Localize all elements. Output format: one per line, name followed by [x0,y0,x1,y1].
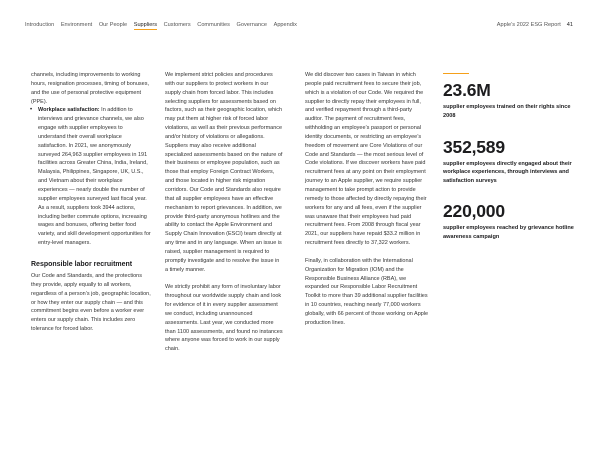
section-paragraph: Our Code and Standards, and the protections they provide, apply equally to all workers, regardless of a person’s job, geographic location, or how they enter our supply chain — and this commitment begins even before a worker ever enters our supply chain. This includes zero tolerance for forced labor. [31,273,151,333]
accent-rule [443,73,469,74]
bullet-title: Workplace satisfaction: [38,107,100,114]
nav-customers[interactable]: Customers [163,22,191,28]
nav-appendix[interactable]: Appendix [273,22,297,28]
nav-governance[interactable]: Governance [236,22,267,28]
stat-value: 23.6M [443,80,491,101]
stat-trained [443,81,583,120]
nav-suppliers[interactable]: Suppliers [133,22,158,28]
paragraph: We strictly prohibit any form of involuntary labor throughout our worldwide supply chain and look for evidence of it in every supplier assessment we conduct, including unannounced assessments. Last year, we conducted more than 1100 assessments, and found no instances where anyone was forced to work in our supply chain. [165,284,283,353]
stat-label: supplier employees directly engaged about their workplace experiences, through interviews and satisfaction surveys [443,160,572,184]
stat-value: 220,000 [443,201,505,222]
nav-environment[interactable]: Environment [60,22,93,28]
paragraph: Finally, in collaboration with the International Organization for Migration (IOM) and the Responsible Business Alliance (RBA), we expanded our Responsible Labor Recruitment Toolkit to more than 39 additional supplier facilities in 10 countries, reaching nearly 77,000 workers globally, with 66 percent of those working on Apple production lines. [305,257,429,326]
nav-communities[interactable]: Communities [197,22,230,28]
column-1 [31,71,151,248]
stat-engaged [443,138,583,186]
bullet-workplace-satisfaction [31,106,151,248]
stat-value: 352,589 [443,136,505,157]
paragraph: We did discover two cases in Taiwan in which people paid recruitment fees to secure their job, which is a violation of our Code. We required the supplier to directly repay their employees in full, and verified repayment through a third-party auditor. The payment of recruitment fees, withholding an employee’s passport or personal identity documents, or restricting an employee’s freedom of movement are Core Violations of our Code and Standards — the most serious level of Code violations. If we discover workers have paid recruitment fees at any point on their employment journey to an Apple supplier, we require supplier management to take prompt action to provide remedy to those affected by directly repaying their workers for any and all fees, even if the supplier was unaware that their employees had paid recruitment fees. From 2008 through fiscal year 2021, our suppliers have repaid $33.2 million in recruitment fees directly to 37,322 workers. [305,72,427,247]
column-3 [305,71,429,328]
nav-our-people[interactable]: Our People [98,22,128,28]
page-number: 41 [566,22,573,28]
bullet-icon: • [30,107,33,114]
stats-sidebar [443,73,583,259]
report-header [497,22,573,28]
section-heading: Responsible labor recruitment [31,261,133,268]
bullet-text: In addition to interviews and grievance channels, we also engage with supplier employees to understand their overall workplace satisfaction. In 2021, we anonymously surveyed 264,963 supplier employees in 191 facilities across Greater China, India, Ireland, Malaysia, Philippines, Singapore, UK, U.S., and Vietnam about their workplace experiences — nearly double the number of supplier employees surveyed last fiscal year. As a result, suppliers took 3944 actions, including better commute options, increasing wages and bonuses, offering better food variety, and skill development opportunities for entry-level managers. [38,107,151,247]
section-body [31,272,151,334]
stat-reached [443,202,583,241]
report-title: Apple’s 2022 ESG Report [496,22,561,28]
column-2 [165,71,283,354]
section-nav [25,22,297,28]
stat-label: supplier employees trained on their rights since 2008 [443,104,571,119]
stat-label: supplier employees reached by grievance hotline awareness campaign [443,225,574,240]
intro-paragraph: channels, including improvements to working hours, resignation processes, timing of bonuses, and the use of personal protective equipment (PPE). [31,72,150,105]
paragraph: We implement strict policies and procedures with our suppliers to protect workers in our supply chain from forced labor. This includes selecting suppliers for assessments based on factors, such as their geographic location, which may put them at higher risk of forced labor violations, as well as their previous performance and/or history of violations or allegations. Suppliers may also receive additional specialized assessments based on the nature of their business or employee population, such as those that employ Foreign Contract Workers, and those located in higher risk migration corridors. Our Code and Standards also require that all supplier employees have an effective mechanism to report grievances. In addition, we provide third-party anonymous hotlines and the ability to contact the Apple Environment and Supply Chain Innovation (ESCI) team directly at any time and in any language. When an issue is raised, supplier management is required to promptly investigate and to resolve the issue in a timely manner. [165,72,283,273]
nav-introduction[interactable]: Introduction [25,22,55,28]
